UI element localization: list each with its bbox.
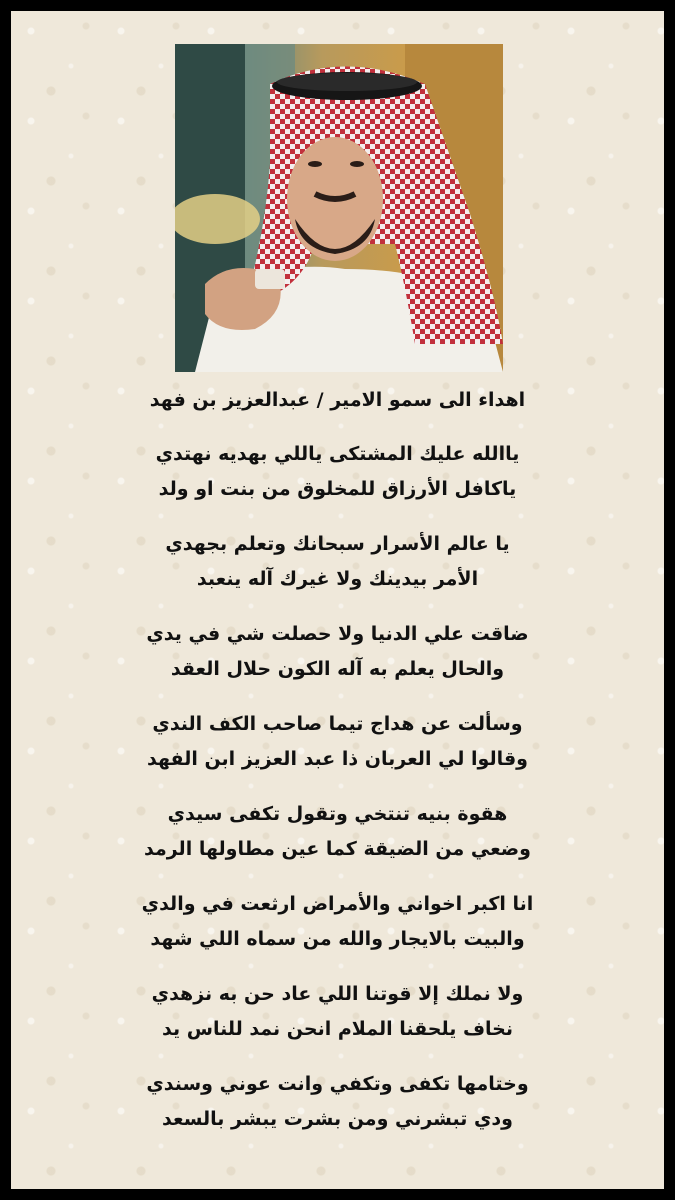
poem-text (31, 383, 644, 1157)
poem-line: الأمر بيدينك ولا غيرك آله ينعبد (196, 568, 479, 590)
poem-line: ياالله عليك المشتكى ياللي بهديه نهتدي (155, 443, 520, 465)
poem-line: يا عالم الأسرار سبحانك وتعلم بجهدي (165, 533, 510, 555)
page-frame (11, 11, 664, 1189)
poem-line: والبيت بالايجار والله من سماه اللي شهد (150, 928, 525, 950)
stanza (31, 437, 644, 507)
portrait-photo (175, 44, 503, 372)
poem-line: هقوة بنيه تنتخي وتقول تكفى سيدي (167, 803, 508, 825)
dedication-heading: اهداء الى سمو الامير / عبدالعزيز بن فهد (149, 389, 526, 411)
poem-line: ضاقت علي الدنيا ولا حصلت شي في يدي (146, 623, 529, 645)
poem-line: وضعي من الضيقة كما عين مطاولها الرمد (144, 838, 531, 860)
stanza (31, 977, 644, 1047)
portrait-illustration (175, 44, 503, 372)
poem-line: ولا نملك إلا قوتنا اللي عاد حن به نزهدي (151, 983, 524, 1005)
stanza (31, 527, 644, 597)
poem-line: وسألت عن هداج تيما صاحب الكف الندي (152, 713, 523, 735)
poem-line: نخاف يلحقنا الملام انحن نمد للناس يد (162, 1018, 513, 1040)
poem-line: والحال يعلم به آله الكون حلال العقد (170, 658, 505, 680)
stanza (31, 617, 644, 687)
stanza (31, 797, 644, 867)
poem-line: ودي تبشرني ومن بشرت يبشر بالسعد (162, 1108, 513, 1130)
poem-line: ياكافل الأرزاق للمخلوق من بنت او ولد (158, 478, 517, 500)
poem-line: وختامها تكفى وتكفي وانت عوني وسندي (146, 1073, 529, 1095)
poem-line: وقالوا لي العربان ذا عبد العزيز ابن الفهد (147, 748, 528, 770)
stanza (31, 707, 644, 777)
poem-line: انا اكبر اخواني والأمراض ارثعت في والدي (141, 893, 534, 915)
stanza (31, 1067, 644, 1137)
stanza (31, 887, 644, 957)
